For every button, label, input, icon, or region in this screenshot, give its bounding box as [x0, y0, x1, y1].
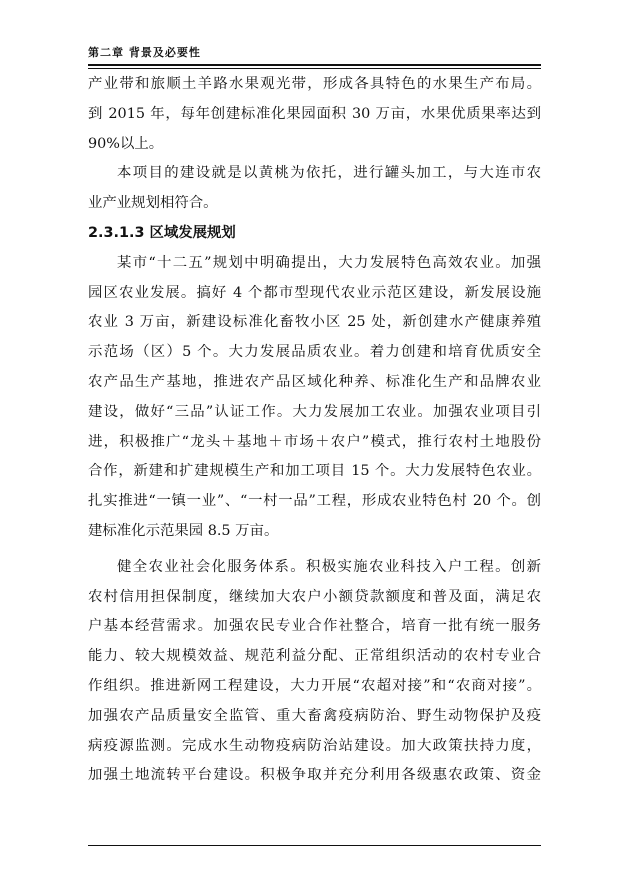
text-line: 能力、较大规模效益、规范利益分配、正常组织活动的农村专业合	[88, 648, 541, 665]
text-line: 某市“十二五”规划中明确提出，大力发展特色高效农业。加强	[117, 254, 541, 271]
section-paragraph-2	[88, 553, 541, 791]
footer-rule	[88, 845, 541, 846]
paragraph-1	[88, 70, 541, 159]
text-line: 农产品生产基地，推进农产品区域化种养、标准化生产和品牌农业	[88, 373, 541, 390]
section-paragraph-1	[88, 249, 541, 547]
text-line: 农村信用担保制度，继续加大农户小额贷款额度和普及面，满足农	[88, 588, 541, 605]
header-rule-thin	[88, 68, 541, 69]
text-line: 产业带和旅顺土羊路水果观光带，形成各具特色的水果生产布局。	[88, 76, 541, 92]
text-line: 业产业规划相符合。	[88, 195, 218, 212]
text-line: 农业 3 万亩，新建设标准化畜牧小区 25 处，新创建水产健康养殖	[88, 314, 541, 331]
text-line: 园区农业发展。搞好 4 个都市型现代农业示范区建设，新发展设施	[88, 284, 541, 301]
document-body	[88, 70, 541, 791]
text-line: 扎实推进“一镇一业”、“一村一品”工程，形成农业特色村 20 个。创	[88, 493, 541, 510]
text-line: 加强土地流转平台建设。积极争取并充分利用各级惠农政策、资金	[88, 767, 541, 784]
chapter-title: 第二章 背景及必要性	[88, 46, 201, 59]
text-line: 到 2015 年，每年创建标准化果园面积 30 万亩，水果优质果率达到	[88, 105, 541, 122]
text-line: 进，积极推广“龙头＋基地＋市场＋农户”模式，推行农村土地股份	[88, 433, 541, 450]
header-rule-thick	[88, 64, 541, 66]
page-header	[88, 44, 541, 62]
text-line: 本项目的建设就是以黄桃为依托，进行罐头加工，与大连市农	[117, 165, 541, 182]
text-line: 建设，做好“三品”认证工作。大力发展加工农业。加强农业项目引	[88, 403, 541, 420]
text-line: 90%以上。	[88, 135, 164, 152]
text-line: 作组织。推进新网工程建设，大力开展“农超对接”和“农商对接”。	[88, 677, 541, 694]
paragraph-2	[88, 159, 541, 219]
section-heading: 2.3.1.3 区域发展规划	[88, 224, 236, 241]
text-line: 健全农业社会化服务体系。积极实施农业科技入户工程。创新	[117, 558, 541, 575]
text-line: 加强农产品质量安全监管、重大畜禽疫病防治、野生动物保护及疫	[88, 707, 541, 724]
text-line: 示范场（区）5 个。大力发展品质农业。着力创建和培育优质安全	[88, 344, 541, 361]
text-line: 合作，新建和扩建规模生产和加工项目 15 个。大力发展特色农业。	[88, 463, 541, 480]
text-line: 户基本经营需求。加强农民专业合作社整合，培育一批有统一服务	[88, 618, 541, 635]
text-line: 建标准化示范果园 8.5 万亩。	[88, 522, 279, 539]
text-line: 病疫源监测。完成水生动物疫病防治站建设。加大政策扶持力度，	[88, 737, 541, 754]
